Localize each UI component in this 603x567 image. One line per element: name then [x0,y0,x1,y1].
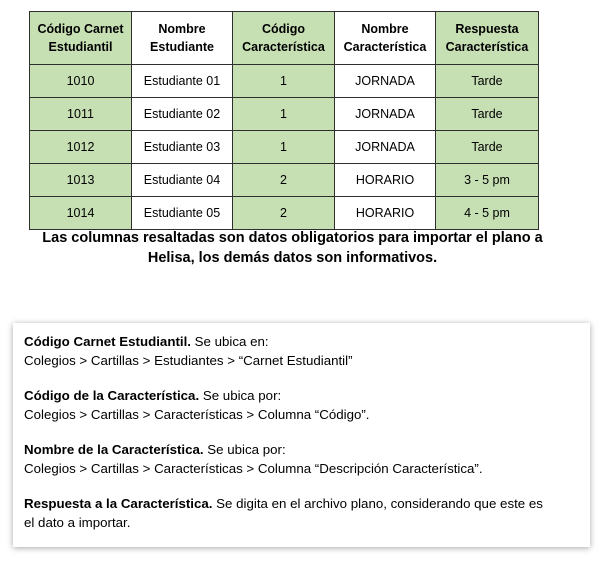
cell-codigo-carnet: 1014 [30,197,132,230]
header-text: Respuesta [455,22,519,36]
cell-codigo-caracteristica: 2 [233,164,335,197]
cell-respuesta-caracteristica: Tarde [436,131,539,164]
cell-nombre-caracteristica: JORNADA [335,98,436,131]
table-row [30,98,539,131]
note-codigo-caracteristica [24,386,569,424]
header-nombre-caracteristica [335,12,436,65]
cell-nombre-caracteristica: JORNADA [335,65,436,98]
cell-nombre-estudiante: Estudiante 05 [132,197,233,230]
note-intro: Se ubica por: [203,442,286,457]
table-row [30,164,539,197]
note-intro: Se ubica en: [190,334,269,349]
cell-respuesta-caracteristica: 4 - 5 pm [436,197,539,230]
header-text: Nombre [361,22,409,36]
note-respuesta-caracteristica [24,494,569,532]
header-text: Característica [242,40,325,54]
cell-codigo-caracteristica: 1 [233,65,335,98]
cell-codigo-caracteristica: 1 [233,131,335,164]
cell-nombre-estudiante: Estudiante 01 [132,65,233,98]
table-row [30,65,539,98]
cell-respuesta-caracteristica: Tarde [436,65,539,98]
cell-codigo-carnet: 1013 [30,164,132,197]
note-path: Colegios > Cartillas > Características > Columna “Descripción Característica”. [24,461,483,476]
note-title: Respuesta a la Característica. [24,496,213,511]
table-row [30,197,539,230]
cell-nombre-estudiante: Estudiante 04 [132,164,233,197]
table-row [30,131,539,164]
students-table [29,11,539,230]
note-nombre-caracteristica [24,440,569,478]
cell-nombre-caracteristica: JORNADA [335,131,436,164]
cell-codigo-carnet: 1012 [30,131,132,164]
note-title: Código de la Característica. [24,388,200,403]
cell-codigo-caracteristica: 2 [233,197,335,230]
caption-line-2: Helisa, los demás datos son informativos. [147,250,438,266]
cell-nombre-caracteristica: HORARIO [335,197,436,230]
header-text: Estudiante [150,40,214,54]
header-respuesta-caracteristica [436,12,539,65]
note-path: el dato a importar. [24,515,131,530]
cell-respuesta-caracteristica: 3 - 5 pm [436,164,539,197]
header-text: Característica [343,40,427,54]
header-text: Código Carnet [37,22,124,36]
note-path: Colegios > Cartillas > Características > Columna “Código”. [24,407,370,422]
header-text: Estudiantil [48,40,113,54]
caption-line-1: Las columnas resaltadas son datos obligatorios para importar el plano a [42,230,543,246]
cell-codigo-carnet: 1010 [30,65,132,98]
header-codigo-caracteristica [233,12,335,65]
table-header-row [30,12,539,65]
table-caption [20,228,565,268]
header-codigo-carnet [30,12,132,65]
note-intro: Se ubica por: [199,388,282,403]
header-nombre-estudiante [132,12,233,65]
header-text: Característica [445,40,529,54]
header-text: Código [261,22,306,36]
cell-codigo-carnet: 1011 [30,98,132,131]
note-intro: Se digita en el archivo plano, considerando que este es [212,496,543,511]
cell-nombre-estudiante: Estudiante 02 [132,98,233,131]
note-title: Código Carnet Estudiantil. [24,334,191,349]
header-text: Nombre [158,22,206,36]
note-codigo-carnet [24,332,569,370]
cell-respuesta-caracteristica: Tarde [436,98,539,131]
cell-nombre-estudiante: Estudiante 03 [132,131,233,164]
cell-codigo-caracteristica: 1 [233,98,335,131]
note-title: Nombre de la Característica. [24,442,204,457]
cell-nombre-caracteristica: HORARIO [335,164,436,197]
field-location-notes [13,323,590,547]
note-path: Colegios > Cartillas > Estudiantes > “Carnet Estudiantil” [24,353,353,368]
